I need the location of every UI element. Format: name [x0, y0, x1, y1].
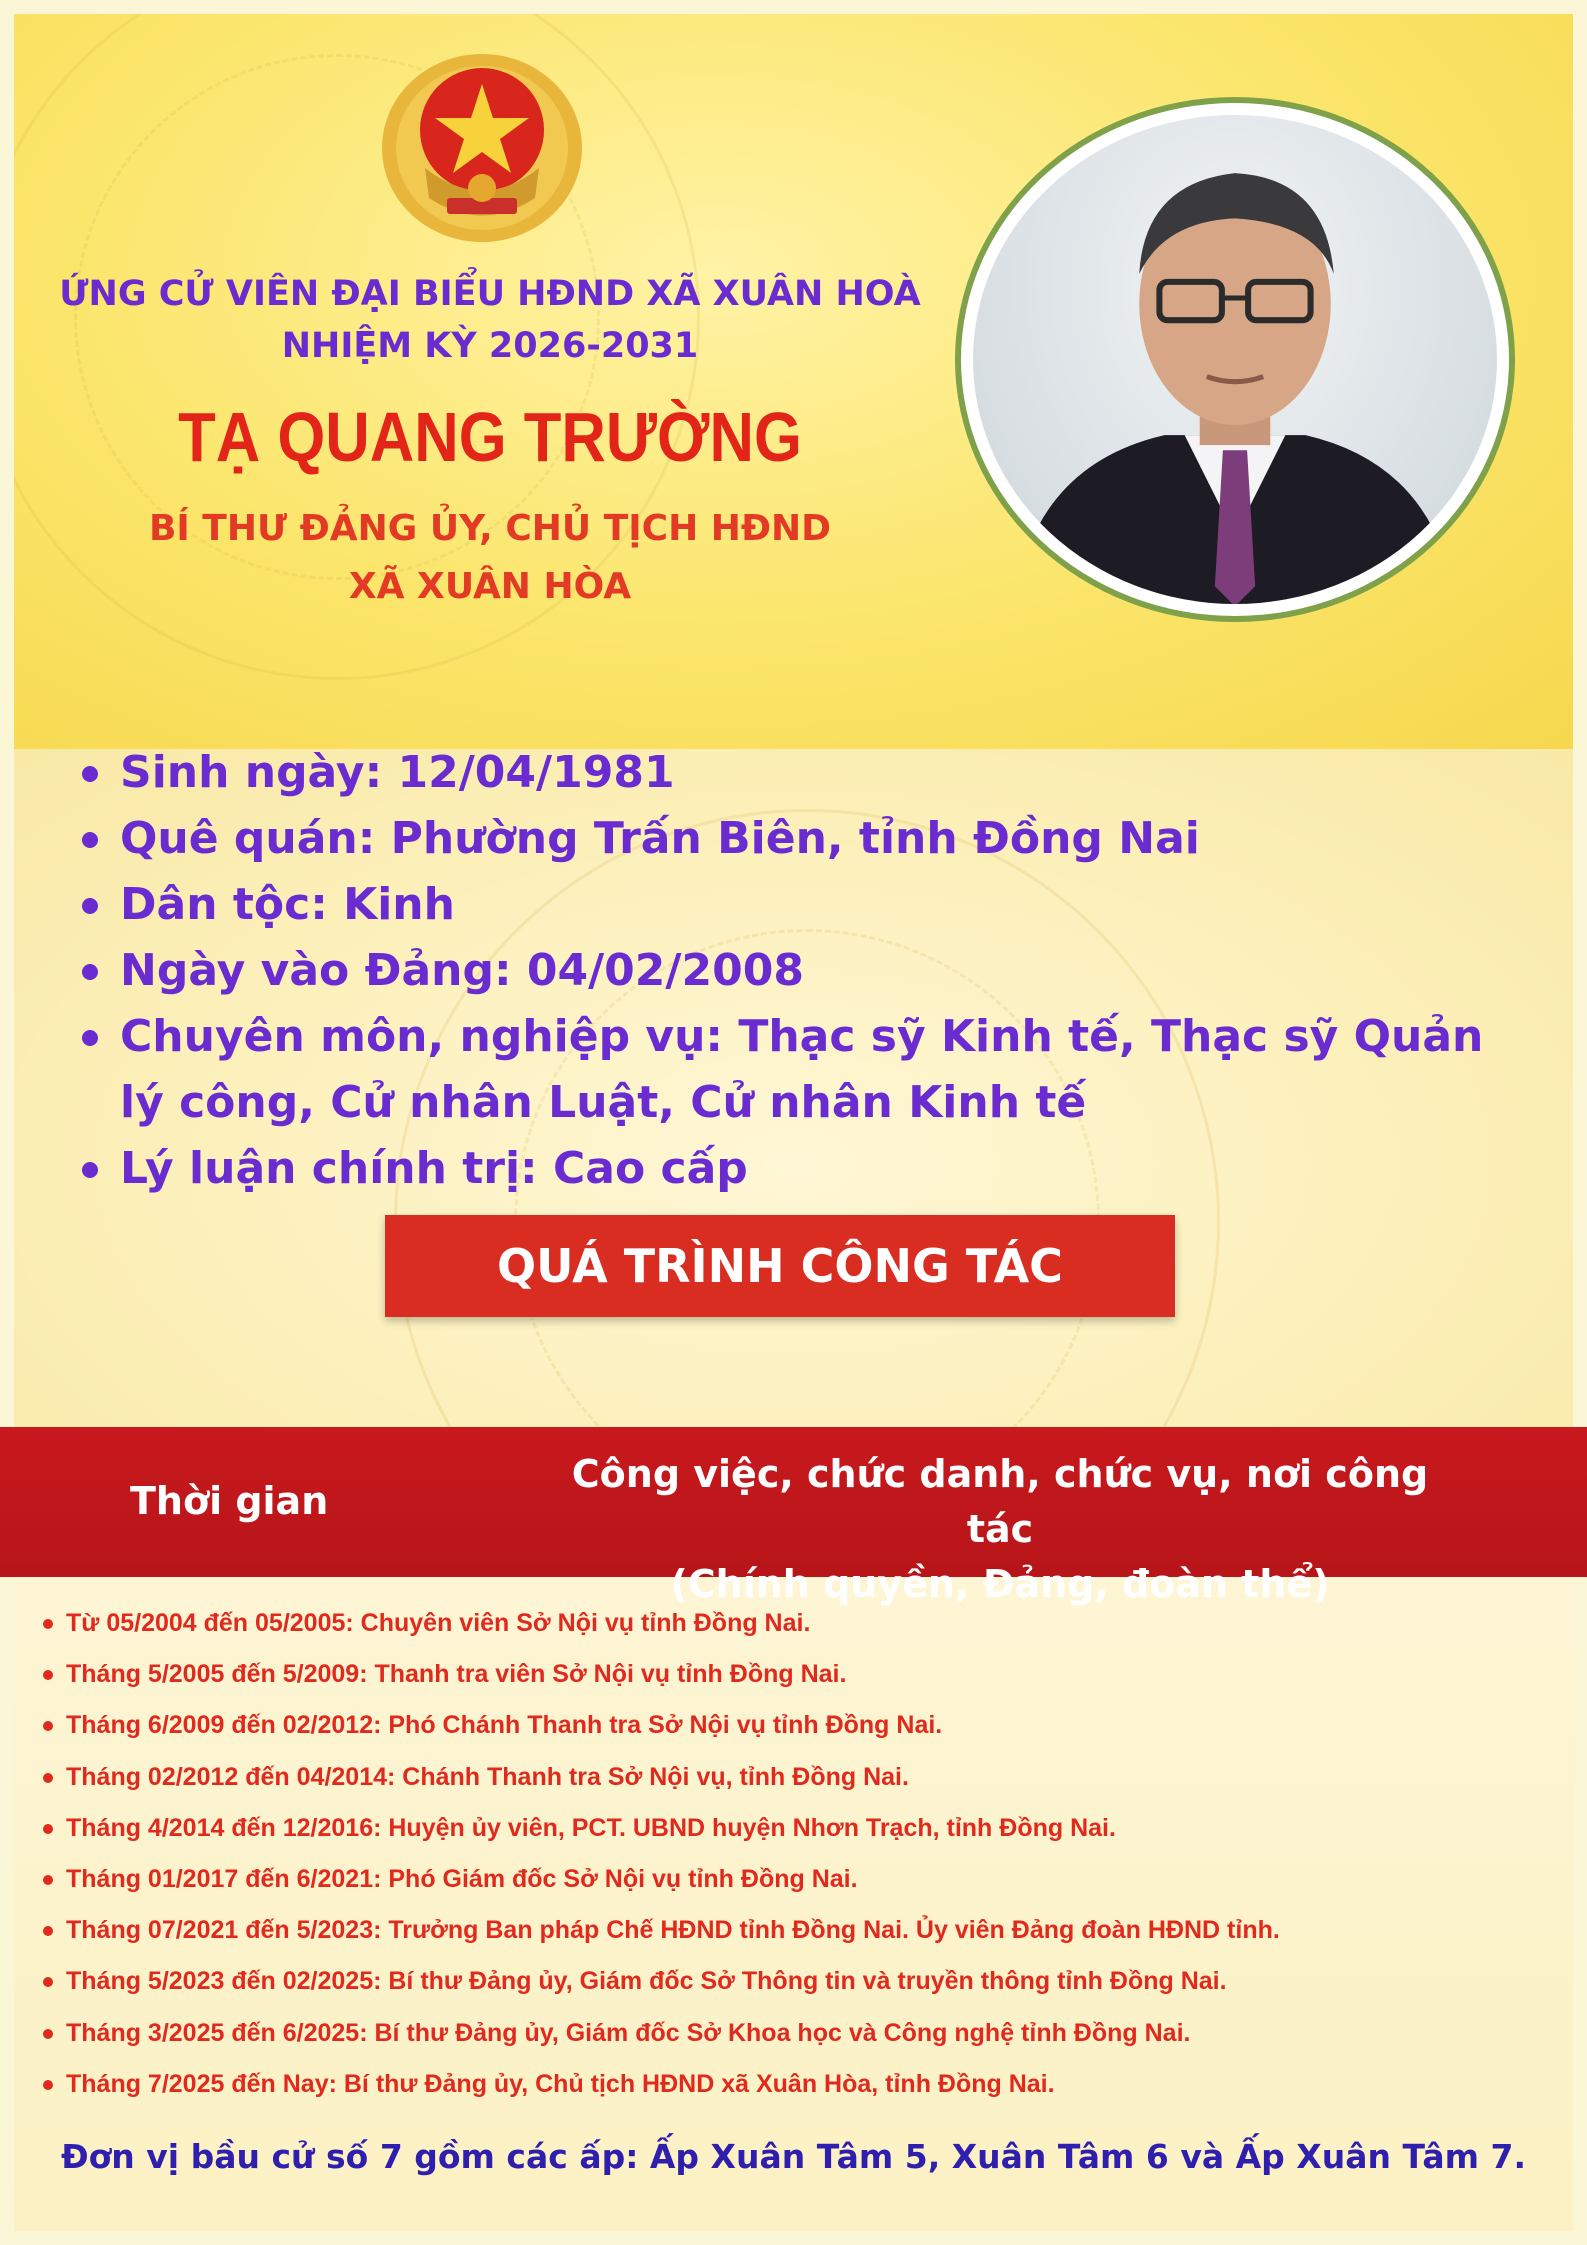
- fact-ethnicity: Dân tộc: Kinh: [80, 872, 1500, 938]
- timeline-item: Tháng 01/2017 đến 6/2021: Phó Giám đốc Sở Nội vụ tỉnh Đồng Nai.: [40, 1854, 1540, 1905]
- timeline-item: Từ 05/2004 đến 05/2005: Chuyên viên Sở Nội vụ tỉnh Đồng Nai.: [40, 1598, 1540, 1649]
- fact-party-join-date: Ngày vào Đảng: 04/02/2008: [80, 938, 1500, 1004]
- timeline-item: Tháng 5/2023 đến 02/2025: Bí thư Đảng ủy, Giám đốc Sở Thông tin và truyền thông tỉnh Đồng Nai.: [40, 1956, 1540, 2007]
- national-emblem-icon: [375, 48, 590, 248]
- column-header-work-line-1: Công việc, chức danh, chức vụ, nơi công tác: [571, 1452, 1429, 1551]
- timeline-item: Tháng 6/2009 đến 02/2012: Phó Chánh Thanh tra Sở Nội vụ tỉnh Đồng Nai.: [40, 1700, 1540, 1751]
- candidate-term: NHIỆM KỲ 2026-2031: [281, 326, 699, 366]
- timeline-item: Tháng 02/2012 đến 04/2014: Chánh Thanh tra Sở Nội vụ, tỉnh Đồng Nai.: [40, 1752, 1540, 1803]
- column-header-time: Thời gian: [130, 1479, 329, 1523]
- timeline-item: Tháng 4/2014 đến 12/2016: Huyện ủy viên, PCT. UBND huyện Nhơn Trạch, tỉnh Đồng Nai.: [40, 1803, 1540, 1854]
- timeline-item: Tháng 07/2021 đến 5/2023: Trưởng Ban pháp Chế HĐND tỉnh Đồng Nai. Ủy viên Đảng đoàn HĐND tỉnh.: [40, 1905, 1540, 1956]
- section-title-banner: QUÁ TRÌNH CÔNG TÁC: [385, 1215, 1175, 1317]
- person-silhouette-icon: [973, 115, 1497, 604]
- fact-political-theory: Lý luận chính trị: Cao cấp: [80, 1136, 1500, 1202]
- candidate-portrait: [973, 115, 1497, 604]
- portrait-frame: [955, 97, 1515, 622]
- column-header-work: [560, 1447, 1440, 1612]
- fact-birth-date: Sinh ngày: 12/04/1981: [80, 740, 1500, 806]
- fact-qualifications: Chuyên môn, nghiệp vụ: Thạc sỹ Kinh tế, Thạc sỹ Quản lý công, Cử nhân Luật, Cử nhân Kinh tế: [80, 1004, 1500, 1136]
- position-line-1: BÍ THƯ ĐẢNG ỦY, CHỦ TỊCH HĐND: [148, 508, 832, 549]
- timeline-item: Tháng 3/2025 đến 6/2025: Bí thư Đảng ủy, Giám đốc Sở Khoa học và Công nghệ tỉnh Đồng Nai.: [40, 2008, 1540, 2059]
- column-header-work-line-2: (Chính quyền, Đảng, đoàn thể): [670, 1562, 1330, 1606]
- electoral-unit-note: Đơn vị bầu cử số 7 gồm các ấp: Ấp Xuân Tâm 5, Xuân Tâm 6 và Ấp Xuân Tâm 7.: [60, 2137, 1526, 2176]
- timeline-item: Tháng 7/2025 đến Nay: Bí thư Đảng ủy, Chủ tịch HĐND xã Xuân Hòa, tỉnh Đồng Nai.: [40, 2059, 1540, 2110]
- fact-hometown: Quê quán: Phường Trấn Biên, tỉnh Đồng Nai: [80, 806, 1500, 872]
- career-timeline: [40, 1598, 1540, 2110]
- candidate-facts: [80, 740, 1500, 1202]
- position-line-2: XÃ XUÂN HÒA: [348, 566, 632, 607]
- candidate-heading: [40, 268, 940, 372]
- candidate-position: [40, 500, 940, 616]
- candidate-name: TẠ QUANG TRƯỜNG: [178, 398, 802, 476]
- candidate-line-1: ỨNG CỬ VIÊN ĐẠI BIỂU HĐND XÃ XUÂN HOÀ: [59, 274, 921, 314]
- career-table-header: [0, 1427, 1587, 1606]
- timeline-item: Tháng 5/2005 đến 5/2009: Thanh tra viên Sở Nội vụ tỉnh Đồng Nai.: [40, 1649, 1540, 1700]
